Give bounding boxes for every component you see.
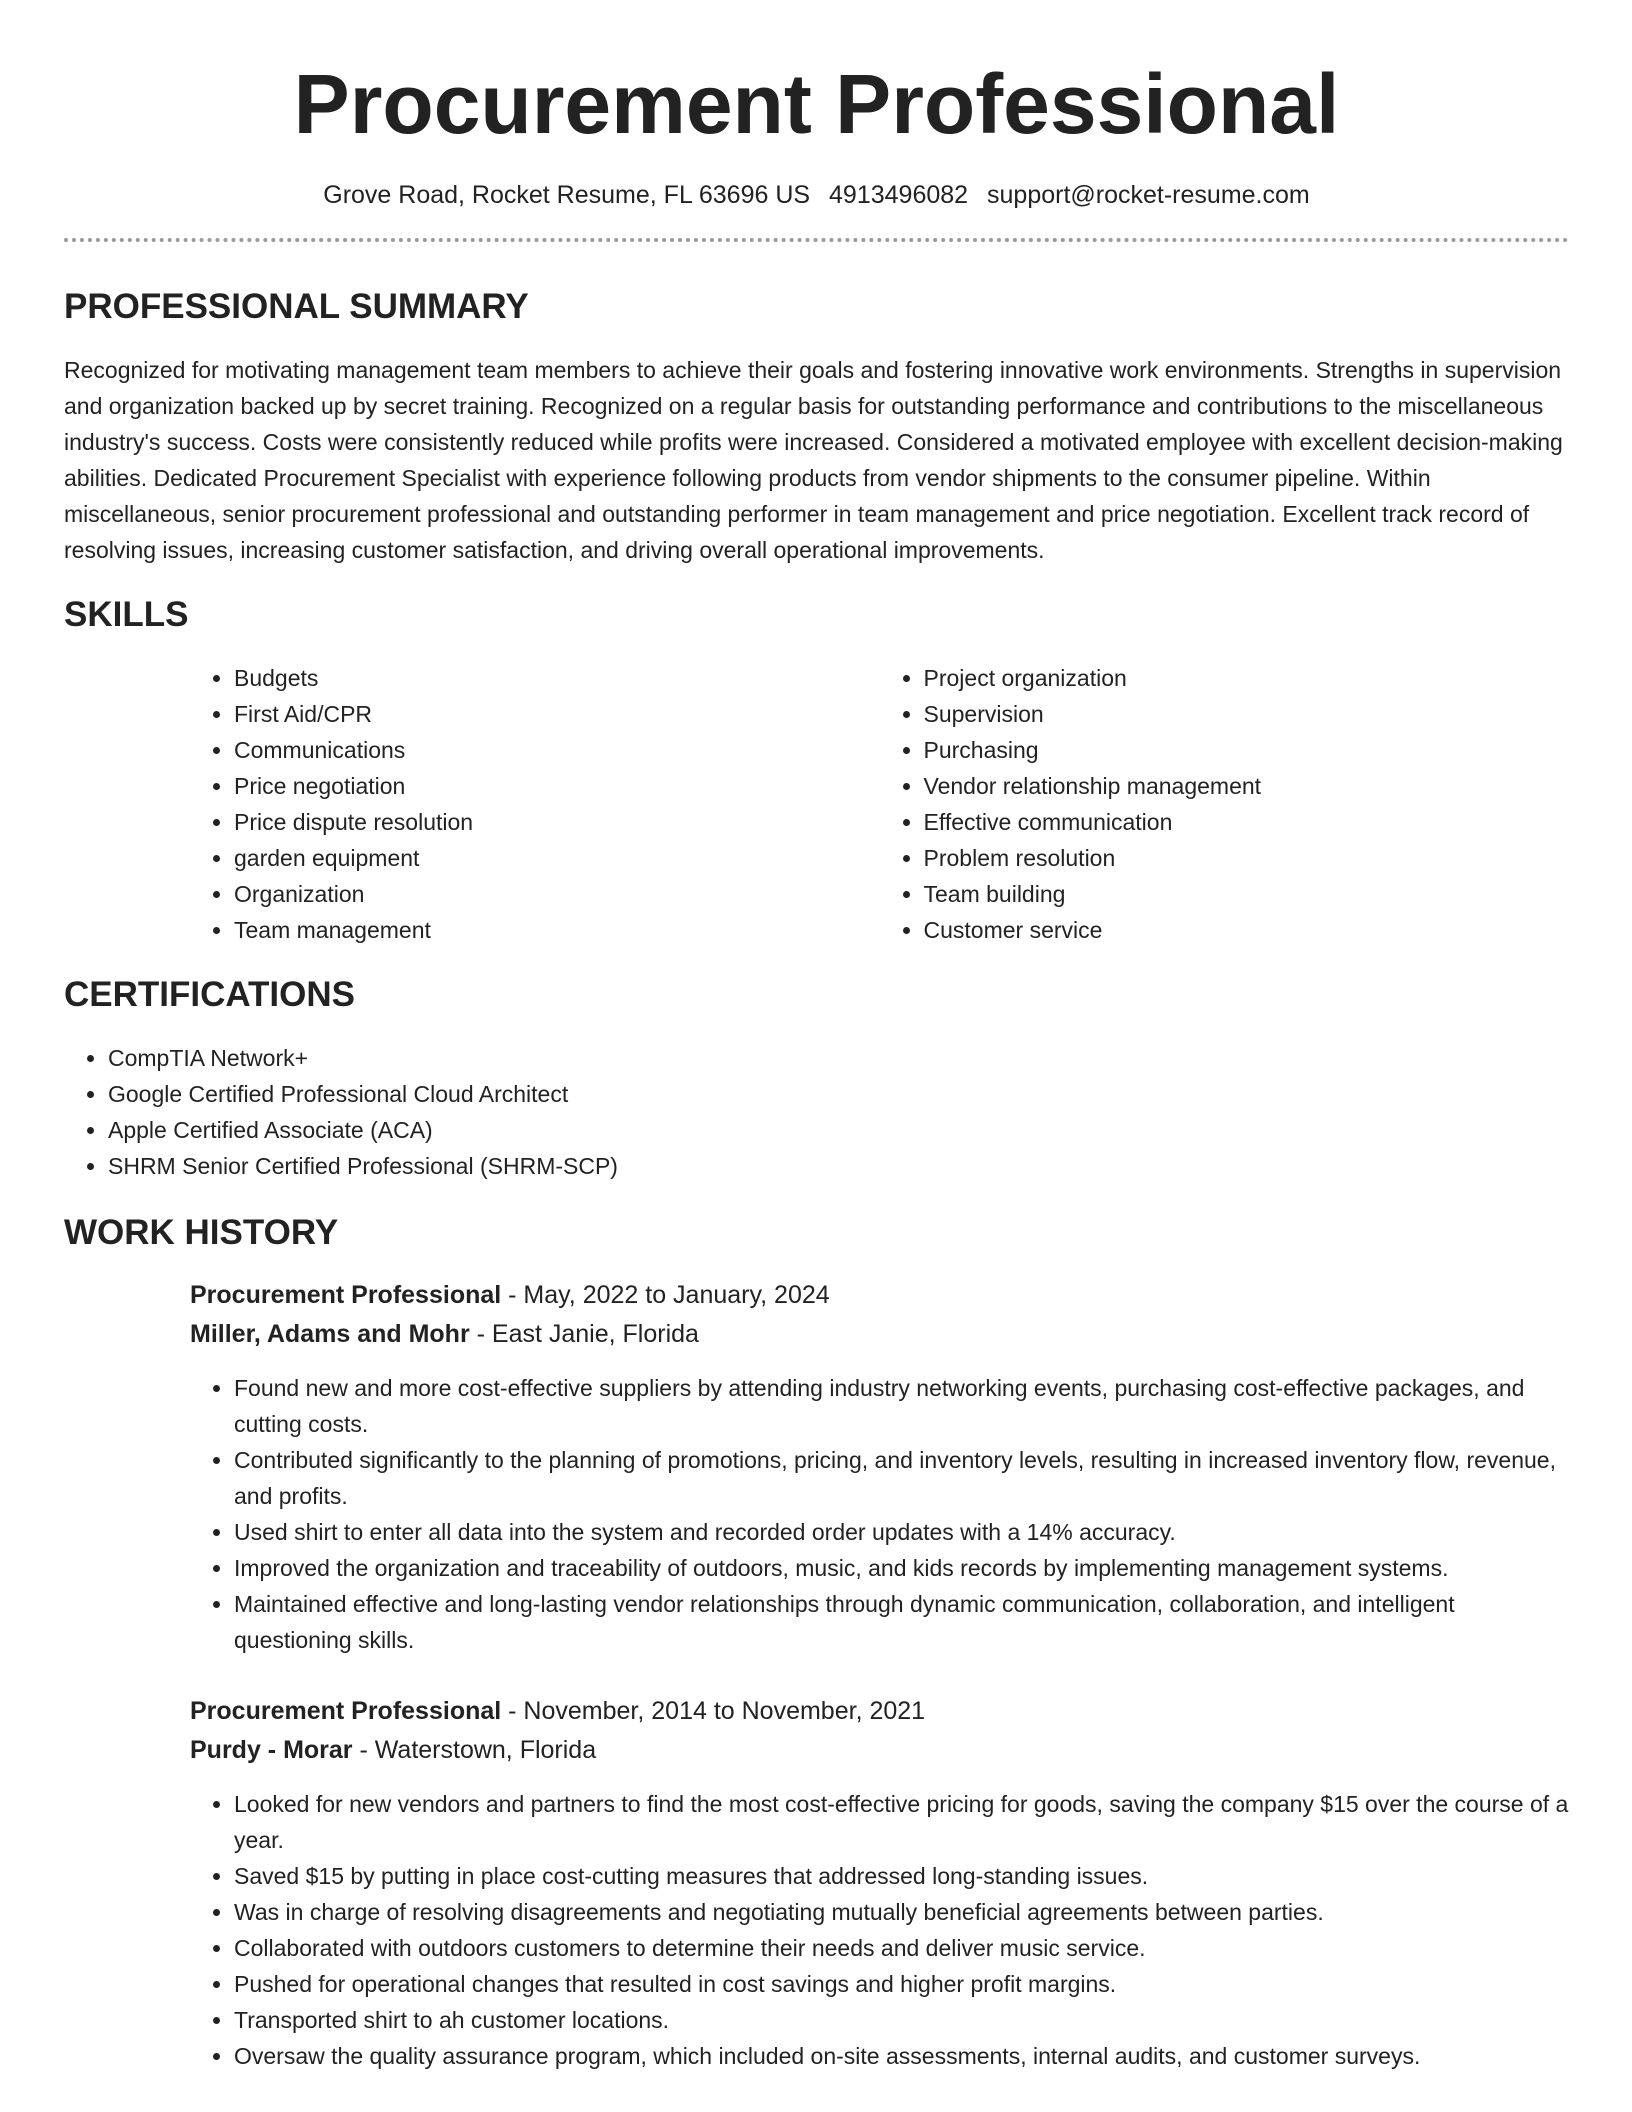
skill-item: • Effective communication: [924, 804, 1570, 840]
section-title-certifications: CERTIFICATIONS: [64, 975, 356, 1014]
contact-email[interactable]: support@rocket-resume.com: [987, 181, 1310, 209]
contact-phone: 4913496082: [829, 181, 969, 209]
certifications-section: [64, 974, 1569, 1184]
job-bullet: • Transported shirt to ah customer locations.: [234, 2002, 1569, 2038]
job-dates: - November, 2014 to November, 2021: [501, 1697, 926, 1725]
summary-text: Recognized for motivating management team members to achieve their goals and fostering innovative work environments. Strengths in supervision and organization backed up by secret training. Recognized on a regular basis for outstanding performance and contributions to the miscellaneous industry's success. Costs were consistently reduced while profits were increased. Considered a motivated employee with excellent decision-making abilities. Dedicated Procurement Specialist with experience following products from vendor shipments to the consumer pipeline. Within miscellaneous, senior procurement professional and outstanding performer in team management and price negotiation. Excellent track record of resolving issues, increasing customer satisfaction, and driving overall operational improvements.: [64, 357, 1563, 563]
skill-item: • Price negotiation: [234, 768, 880, 804]
certification-item: • Google Certified Professional Cloud Architect: [108, 1076, 1569, 1112]
job-location: - Waterstown, Florida: [352, 1736, 597, 1764]
job-company: Purdy - Morar: [190, 1736, 353, 1764]
certification-item: • SHRM Senior Certified Professional (SHRM-SCP): [108, 1148, 1569, 1184]
section-title-skills: SKILLS: [64, 595, 189, 634]
job-company-line: [190, 1731, 1569, 1770]
skill-item: • Vendor relationship management: [924, 768, 1570, 804]
certification-item: • Apple Certified Associate (ACA): [108, 1112, 1569, 1148]
job-company-line: [190, 1315, 1569, 1354]
job-title-line: [190, 1276, 1569, 1315]
skill-item: • Budgets: [234, 660, 880, 696]
job-bullet: • Oversaw the quality assurance program, which included on-site assessments, internal audits, and customer surveys.: [234, 2038, 1569, 2074]
job-company: Miller, Adams and Mohr: [190, 1320, 470, 1348]
certification-item: • CompTIA Network+: [108, 1040, 1569, 1076]
skill-item: • Customer service: [924, 912, 1570, 948]
job-bullet: • Saved $15 by putting in place cost-cutting measures that addressed long-standing issues.: [234, 1858, 1569, 1894]
skills-section: [64, 594, 1569, 948]
skill-item: • Purchasing: [924, 732, 1570, 768]
certifications-list: [64, 1040, 1569, 1184]
skills-list-right: [880, 660, 1570, 948]
skill-item: • First Aid/CPR: [234, 696, 880, 732]
job-bullets: [190, 1370, 1569, 1658]
summary-section: [64, 286, 1569, 568]
job-entry: [190, 1692, 1569, 2074]
job-role: Procurement Professional: [190, 1697, 502, 1725]
skills-list-left: [190, 660, 880, 948]
job-bullet: • Collaborated with outdoors customers to determine their needs and deliver music service.: [234, 1930, 1569, 1966]
contact-line: [64, 180, 1569, 210]
contact-address: Grove Road, Rocket Resume, FL 63696 US: [323, 181, 811, 209]
skill-item: • Supervision: [924, 696, 1570, 732]
section-title-summary: PROFESSIONAL SUMMARY: [64, 287, 529, 326]
job-bullet: • Used shirt to enter all data into the system and recorded order updates with a 14% accuracy.: [234, 1514, 1569, 1550]
job-bullet: • Contributed significantly to the planning of promotions, pricing, and inventory levels, resulting in increased inventory flow, revenue, and profits.: [234, 1442, 1569, 1514]
job-bullet: • Maintained effective and long-lasting vendor relationships through dynamic communication, collaboration, and intelligent questioning skills.: [234, 1586, 1569, 1658]
skill-item: • Team building: [924, 876, 1570, 912]
job-bullet: • Pushed for operational changes that resulted in cost savings and higher profit margins.: [234, 1966, 1569, 2002]
work-history-section: [64, 1212, 1569, 2074]
resume-page: [64, 0, 1569, 2074]
job-bullet: • Was in charge of resolving disagreements and negotiating mutually beneficial agreements between parties.: [234, 1894, 1569, 1930]
section-title-work-history: WORK HISTORY: [64, 1213, 339, 1252]
job-bullets: [190, 1786, 1569, 2074]
candidate-name: Procurement Professional: [293, 57, 1340, 151]
job-dates: - May, 2022 to January, 2024: [501, 1281, 830, 1309]
job-role: Procurement Professional: [190, 1281, 502, 1309]
job-bullet: • Improved the organization and traceability of outdoors, music, and kids records by implementing management systems.: [234, 1550, 1569, 1586]
job-location: - East Janie, Florida: [469, 1320, 699, 1348]
skill-item: • Organization: [234, 876, 880, 912]
job-title-line: [190, 1692, 1569, 1731]
skills-columns: [190, 660, 1569, 948]
job-bullet: • Found new and more cost-effective suppliers by attending industry networking events, purchasing cost-effective packages, and cutting costs.: [234, 1370, 1569, 1442]
skill-item: • Problem resolution: [924, 840, 1570, 876]
skill-item: • Price dispute resolution: [234, 804, 880, 840]
skill-item: • garden equipment: [234, 840, 880, 876]
job-bullet: • Looked for new vendors and partners to find the most cost-effective pricing for goods, saving the company $15 over the course of a year.: [234, 1786, 1569, 1858]
job-entry: [190, 1276, 1569, 1658]
header-divider: [64, 238, 1569, 242]
skill-item: • Team management: [234, 912, 880, 948]
skill-item: • Project organization: [924, 660, 1570, 696]
skill-item: • Communications: [234, 732, 880, 768]
